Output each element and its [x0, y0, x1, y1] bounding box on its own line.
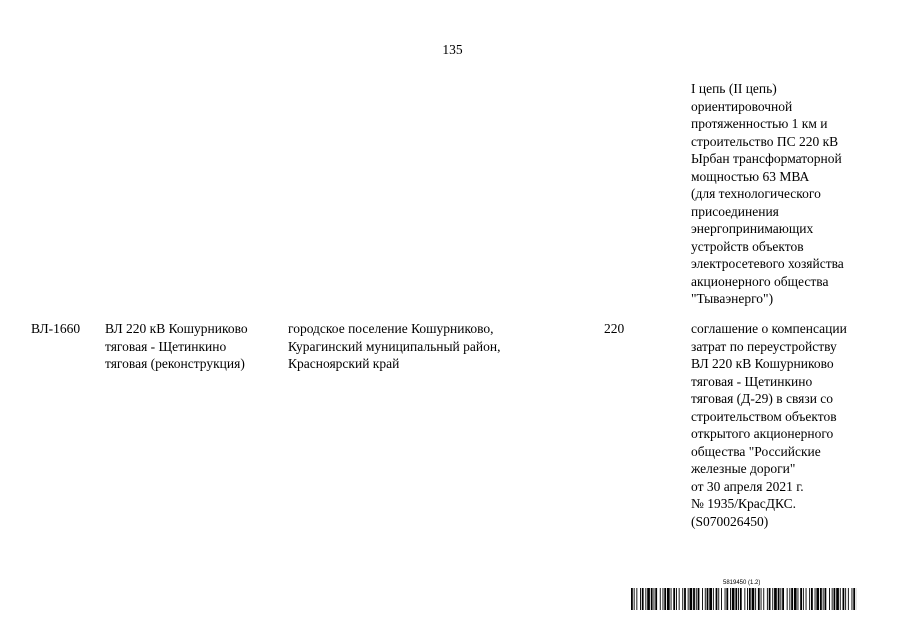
object-code-cell: ВЛ-1660 [31, 321, 81, 336]
page-number: 135 [442, 42, 463, 57]
barcode-bars [631, 588, 857, 610]
voltage-cell: 220 [604, 321, 625, 336]
object-location-cell: городское поселение Кошурниково, Курагинский муниципальный район, Красноярский край [288, 321, 501, 371]
barcode-caption: 5819450 (1.2) [723, 580, 761, 586]
continued-note-cell: I цепь (II цепь) ориентировочной протяженностью 1 км и строительство ПС 220 кВ Ырбан трансформаторной мощностью 63 МВА (для технологического присоединения энергопринимающих устройств объектов электросетевого хозяйства акционерного общества "Тываэнерго") [691, 81, 844, 306]
note-cell: соглашение о компенсации затрат по переустройству ВЛ 220 кВ Кошурниково тяговая - Щетинкино тяговая (Д-29) в связи со строительством объектов открытого акционерного общества "Российские железные дороги" от 30 апреля 2021 г. № 1935/КрасДКС. (S070026450) [691, 321, 847, 529]
barcode [631, 580, 857, 612]
object-name-cell: ВЛ 220 кВ Кошурниково тяговая - Щетинкино тяговая (реконструкция) [105, 321, 248, 371]
